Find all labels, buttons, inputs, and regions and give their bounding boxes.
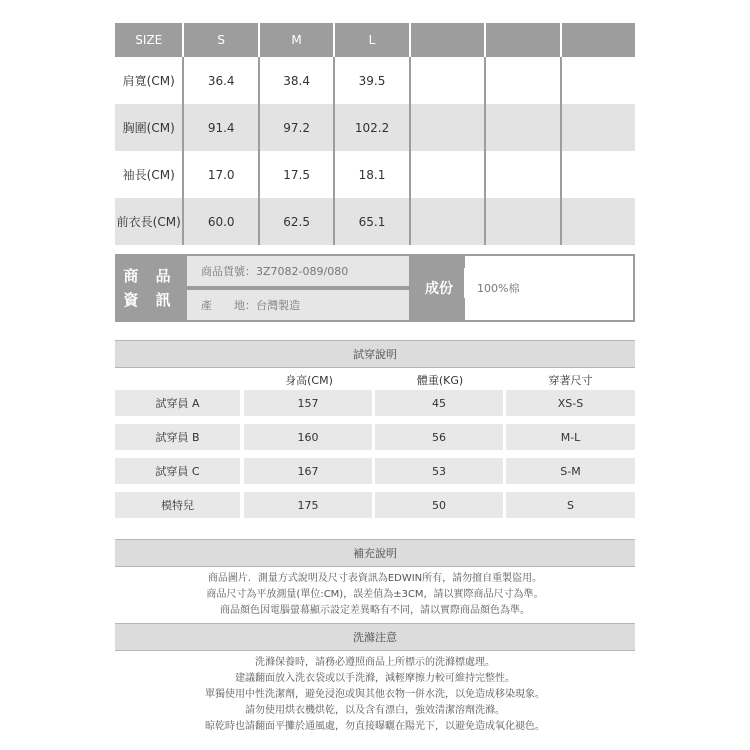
tryon-size: M-L bbox=[506, 424, 635, 450]
table-cell: 97.2 bbox=[258, 104, 333, 151]
tryon-weight: 45 bbox=[375, 390, 503, 416]
table-cell bbox=[409, 151, 484, 198]
table-cell: 62.5 bbox=[258, 198, 333, 245]
column-header-weight: 體重(KG) bbox=[416, 374, 464, 387]
table-cell: 38.4 bbox=[258, 57, 333, 104]
header-cell-s: S bbox=[182, 23, 257, 57]
table-cell: 39.5 bbox=[333, 57, 408, 104]
tryon-weight: 50 bbox=[375, 492, 503, 518]
tryon-height: 157 bbox=[244, 390, 372, 416]
table-cell bbox=[484, 198, 559, 245]
table-cell bbox=[409, 104, 484, 151]
tryon-weight: 53 bbox=[375, 458, 503, 484]
column-header-height: 身高(CM) bbox=[285, 374, 333, 387]
table-cell: 102.2 bbox=[333, 104, 408, 151]
row-label: 袖長(CM) bbox=[115, 151, 184, 198]
supplement-line: 商品尺寸為平放測量(單位:CM)，誤差值為±3CM，請以實際商品尺寸為準。 bbox=[206, 589, 544, 600]
wash-line: 單獨使用中性洗潔劑，避免浸泡或與其他衣物一併水洗，以免造成移染現象。 bbox=[205, 689, 545, 700]
product-info-panel bbox=[115, 254, 635, 322]
supplement-line: 商品顏色因電腦螢幕顯示設定差異略有不同，請以實際商品顏色為準。 bbox=[220, 605, 530, 616]
table-cell: 18.1 bbox=[333, 151, 408, 198]
supplement-title: 補充說明 bbox=[115, 539, 635, 567]
tryon-size: S bbox=[506, 492, 635, 518]
table-cell bbox=[409, 57, 484, 104]
header-cell-empty bbox=[484, 23, 559, 57]
table-cell bbox=[484, 104, 559, 151]
table-row bbox=[115, 424, 635, 450]
table-cell: 36.4 bbox=[207, 73, 235, 88]
header-cell-l: L bbox=[333, 23, 408, 57]
tryon-size: XS-S bbox=[506, 390, 635, 416]
row-label: 胸圍(CM) bbox=[115, 104, 184, 151]
tryon-name: 模特兒 bbox=[115, 492, 240, 518]
table-cell bbox=[409, 198, 484, 245]
header-cell-empty bbox=[560, 23, 635, 57]
product-origin: 產 地：台灣製造 bbox=[187, 290, 409, 320]
header-cell-size: SIZE bbox=[135, 33, 163, 47]
table-cell: 60.0 bbox=[207, 214, 235, 229]
header-cell-m: M bbox=[258, 23, 333, 57]
table-cell bbox=[560, 151, 635, 198]
tryon-column-headers bbox=[115, 370, 635, 388]
wash-line: 建議翻面放入洗衣袋或以手洗滌，減輕摩擦力較可維持完整性。 bbox=[235, 673, 515, 684]
size-table bbox=[115, 23, 635, 245]
table-row bbox=[115, 458, 635, 484]
table-row bbox=[115, 104, 635, 151]
tryon-name: 試穿員 A bbox=[115, 390, 240, 416]
wash-line: 洗滌保養時，請務必遵照商品上所標示的洗滌標處理。 bbox=[255, 657, 495, 668]
tryon-title: 試穿說明 bbox=[115, 340, 635, 368]
tryon-height: 175 bbox=[244, 492, 372, 518]
product-info-title-line1: 商 品 bbox=[123, 267, 177, 285]
product-info-title bbox=[115, 254, 185, 322]
table-row bbox=[115, 198, 635, 245]
tryon-weight: 56 bbox=[375, 424, 503, 450]
supplement-line: 商品圖片．測量方式說明及尺寸表資訊為EDWIN所有，請勿擅自重製盜用。 bbox=[207, 573, 543, 584]
row-label: 肩寬(CM) bbox=[115, 57, 184, 104]
row-label: 前衣長(CM) bbox=[115, 198, 184, 245]
tryon-height: 167 bbox=[244, 458, 372, 484]
wash-line: 晾乾時也請翻面平攤於通風處，勿直接曝曬在陽光下，以避免造成氧化褪色。 bbox=[205, 721, 545, 732]
header-cell-empty bbox=[409, 23, 484, 57]
table-cell: 17.0 bbox=[207, 167, 235, 182]
product-code: 商品貨號：3Z7082-089/080 bbox=[187, 256, 409, 286]
table-cell: 91.4 bbox=[207, 120, 235, 135]
tryon-size: S-M bbox=[506, 458, 635, 484]
table-cell bbox=[484, 57, 559, 104]
tryon-height: 160 bbox=[244, 424, 372, 450]
material-value: 100%棉 bbox=[465, 256, 633, 320]
table-cell bbox=[484, 151, 559, 198]
size-table-header bbox=[115, 23, 635, 57]
table-cell bbox=[560, 104, 635, 151]
table-row bbox=[115, 492, 635, 518]
table-row bbox=[115, 390, 635, 416]
supplement-notes bbox=[115, 571, 635, 619]
table-cell: 17.5 bbox=[258, 151, 333, 198]
tryon-name: 試穿員 B bbox=[115, 424, 240, 450]
table-row bbox=[115, 57, 635, 104]
wash-notes bbox=[115, 655, 635, 735]
column-header-size: 穿著尺寸 bbox=[548, 374, 593, 387]
wash-line: 請勿使用烘衣機烘乾，以及含有漂白，強效清潔溶劑洗滌。 bbox=[245, 705, 505, 716]
wash-title: 洗滌注意 bbox=[115, 623, 635, 651]
tryon-name: 試穿員 C bbox=[115, 458, 240, 484]
table-row bbox=[115, 151, 635, 198]
product-info-title-line2: 資 訊 bbox=[123, 291, 177, 309]
table-cell: 65.1 bbox=[333, 198, 408, 245]
table-cell bbox=[560, 57, 635, 104]
material-label: 成份 bbox=[425, 281, 453, 297]
table-cell bbox=[560, 198, 635, 245]
